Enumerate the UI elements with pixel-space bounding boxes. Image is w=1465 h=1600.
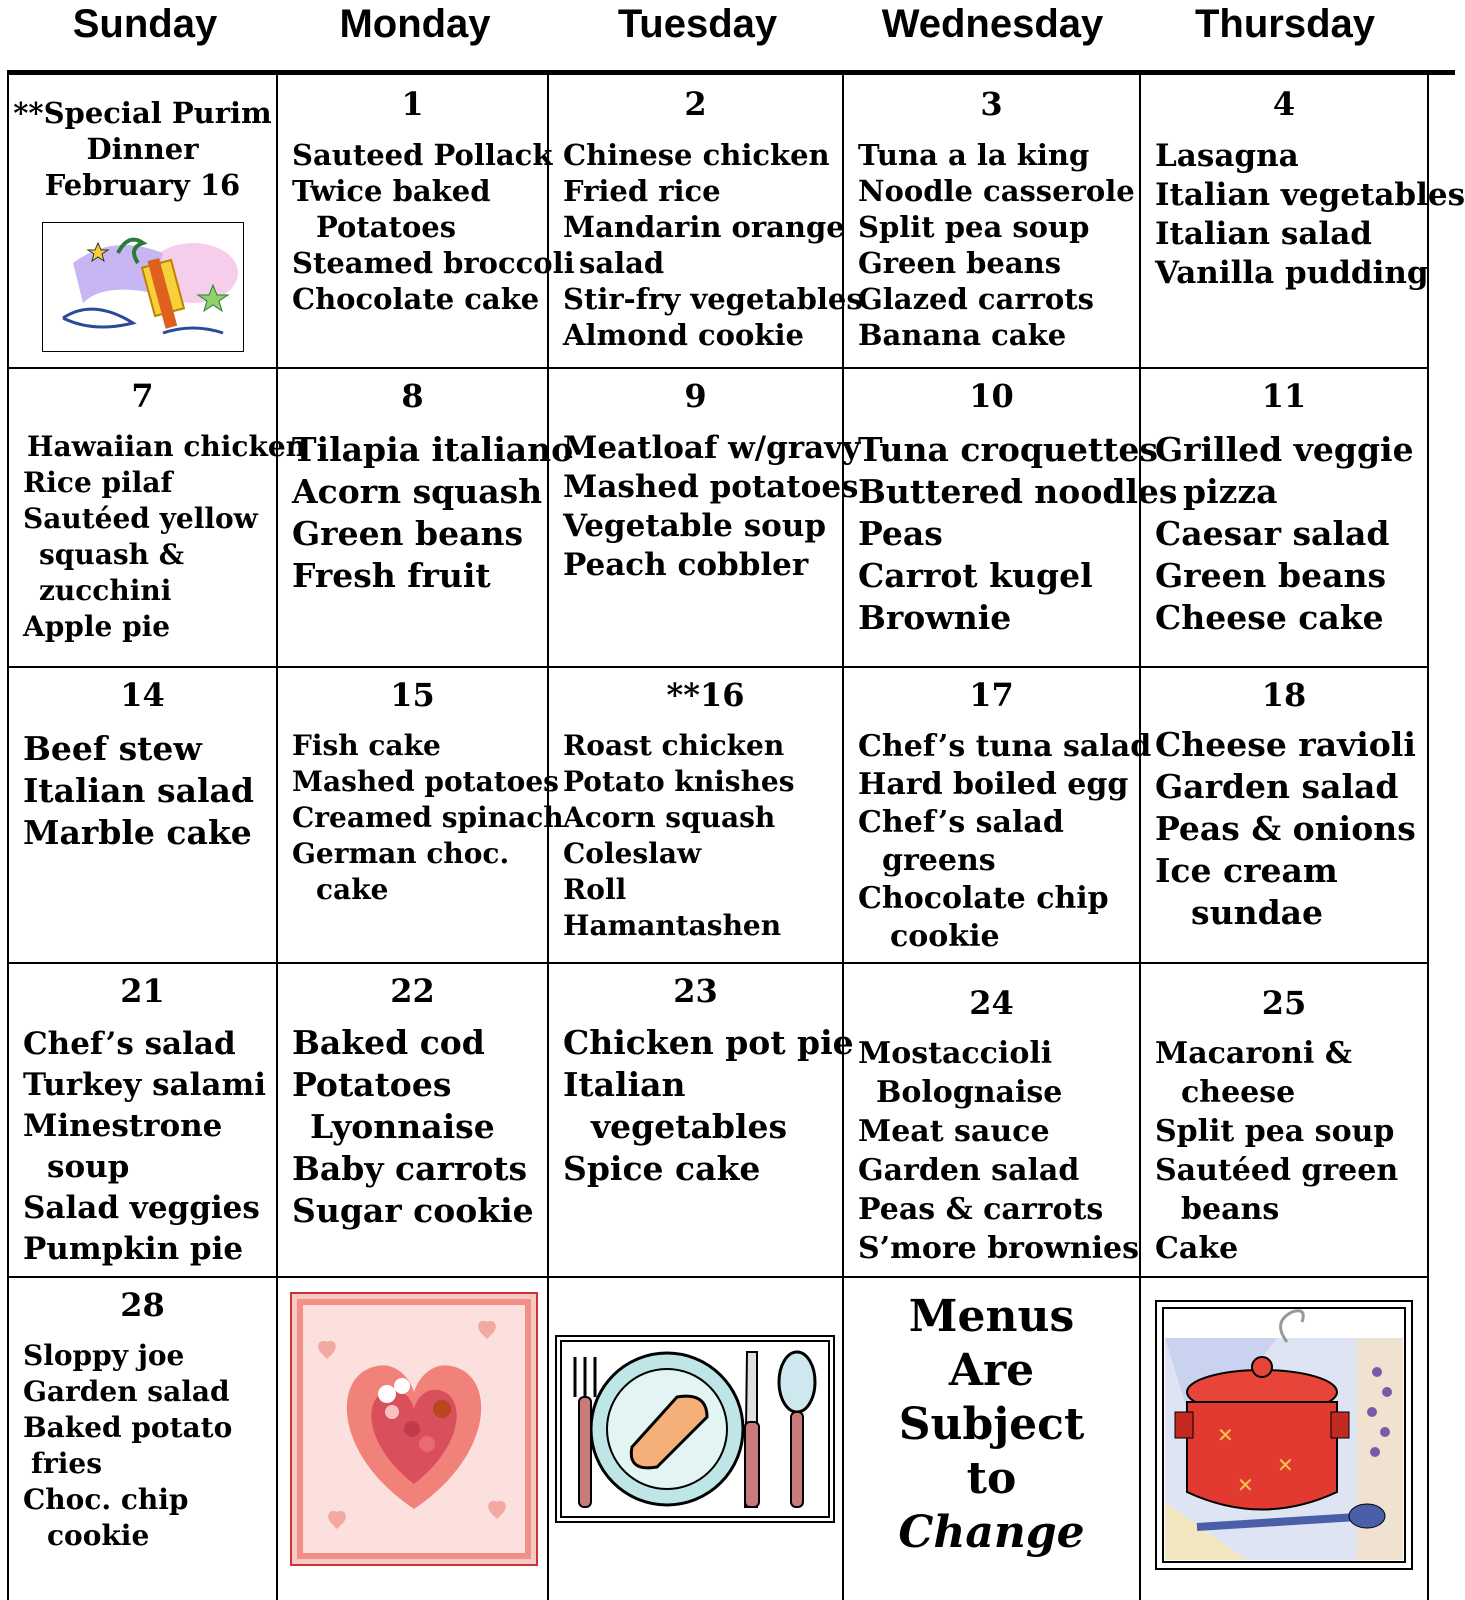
date-number: 8 — [401, 377, 424, 415]
menu-item: Tuna croquettes — [858, 430, 1158, 469]
date-number: 18 — [1261, 676, 1307, 714]
menu-list — [292, 1022, 534, 1232]
menu-list — [858, 137, 1135, 353]
menu-item: Chicken pot pie — [563, 1023, 854, 1062]
menu-item: Split pea soup — [1155, 1114, 1395, 1149]
menu-list — [1155, 1034, 1398, 1268]
menu-item: sundae — [1191, 893, 1324, 932]
menu-item: German choc. — [292, 837, 510, 870]
menu-item: S’more brownies — [858, 1231, 1140, 1266]
menu-item: Banana cake — [858, 318, 1067, 352]
menu-item: zucchini — [39, 574, 172, 607]
menu-item: Peas & onions — [1155, 809, 1416, 848]
day-cell — [844, 964, 1141, 1278]
calendar-grid — [7, 75, 1465, 1600]
menu-item: Italian salad — [1155, 216, 1372, 252]
purim-note — [9, 95, 276, 203]
day-cell — [1141, 964, 1429, 1278]
menu-item: Peach cobbler — [563, 547, 809, 583]
menu-item: Spice cake — [563, 1149, 761, 1188]
cell-place-setting-picture — [549, 1278, 844, 1600]
day-cell — [1141, 668, 1429, 964]
svg-text:✕: ✕ — [1277, 1453, 1294, 1477]
menu-item: Stir-fry vegetables — [563, 282, 863, 316]
menu-list — [1155, 429, 1414, 639]
date-number: 14 — [120, 676, 165, 714]
menu-item: Split pea soup — [858, 210, 1090, 244]
menu-item: Potatoes — [292, 1065, 452, 1104]
menu-item: Beef stew — [23, 729, 202, 768]
menu-item: pizza — [1183, 472, 1278, 511]
menu-item: soup — [47, 1149, 130, 1185]
menu-item: Cheese cake — [1155, 598, 1384, 637]
menu-item: Tuna a la king — [858, 138, 1090, 172]
day-cell — [549, 75, 863, 369]
menu-item: greens — [882, 843, 996, 878]
menu-item: Meatloaf w/gravy — [563, 430, 861, 466]
day-cell — [7, 668, 278, 964]
menu-item: Chef’s salad — [23, 1026, 236, 1062]
day-cell — [1141, 369, 1429, 668]
menu-item: squash & — [39, 538, 184, 571]
menu-item: Cheese ravioli — [1155, 725, 1416, 764]
menu-list — [23, 728, 254, 854]
date-number: 17 — [969, 676, 1014, 714]
menu-item: Green beans — [292, 514, 524, 553]
cell-cooking-pot-picture — [1141, 1278, 1429, 1600]
menu-item: Chocolate chip — [858, 881, 1109, 916]
menu-list — [1155, 724, 1416, 934]
cooking-pot-icon — [1155, 1300, 1413, 1570]
menu-item: Peas & carrots — [858, 1192, 1104, 1227]
menu-list — [563, 1022, 854, 1190]
day-cell — [7, 1278, 278, 1600]
day-name-wednesday: Wednesday — [881, 2, 1104, 46]
menu-list — [858, 1034, 1139, 1268]
menu-item: vegetables — [591, 1107, 788, 1146]
day-cell — [549, 964, 854, 1278]
menu-item: Minestrone — [23, 1108, 223, 1144]
day-cell — [549, 369, 861, 668]
menu-item: salad — [579, 246, 665, 280]
date-number: 1 — [401, 85, 424, 123]
menu-item: Roll — [563, 873, 627, 906]
menu-item: Sautéed green — [1155, 1153, 1399, 1188]
menu-item: Fish cake — [292, 729, 441, 762]
menu-item: Baked potato — [23, 1411, 233, 1444]
menu-list — [23, 1338, 232, 1554]
menu-item: Garden salad — [1155, 767, 1399, 806]
menu-list — [858, 429, 1178, 639]
day-name-sunday: Sunday — [72, 2, 218, 46]
menu-item: Vegetable soup — [563, 508, 827, 544]
menu-item: Rice pilaf — [23, 466, 173, 499]
menu-item: Bolognaise — [876, 1075, 1063, 1110]
menu-item: Potato knishes — [563, 765, 795, 798]
day-cell — [844, 75, 1141, 369]
menu-item: beans — [1181, 1192, 1280, 1227]
menu-list — [292, 137, 575, 317]
menu-item: Grilled veggie — [1155, 430, 1414, 469]
menu-item: Lasagna — [1155, 138, 1299, 174]
menu-item: Marble cake — [23, 813, 252, 852]
day-cell — [278, 75, 575, 369]
menu-list — [1155, 137, 1465, 293]
day-cell — [844, 668, 1152, 964]
date-number: 11 — [1261, 377, 1307, 415]
menu-item: Green beans — [1155, 556, 1387, 595]
date-number: 22 — [390, 972, 435, 1010]
date-number: 7 — [131, 377, 154, 415]
menu-item: Potatoes — [316, 210, 457, 244]
menu-list — [23, 429, 306, 645]
date-number: 3 — [980, 85, 1003, 123]
day-cell — [278, 369, 574, 668]
menu-item: Mashed potatoes — [563, 469, 859, 505]
day-name-monday: Monday — [339, 2, 491, 46]
menu-item: Mashed potatoes — [292, 765, 559, 798]
menu-item: fries — [31, 1447, 103, 1480]
date-number: 28 — [120, 1286, 165, 1324]
menu-item: Sautéed yellow — [23, 502, 258, 535]
date-number: 9 — [684, 377, 707, 415]
menu-item: Turkey salami — [23, 1067, 267, 1103]
menu-list — [563, 137, 863, 353]
menu-item: Brownie — [858, 598, 1012, 637]
menu-item: Glazed carrots — [858, 282, 1094, 316]
day-cell — [1141, 75, 1465, 369]
menu-item: Italian — [563, 1065, 686, 1104]
menu-item: Choc. chip — [23, 1483, 189, 1516]
cell-menus-notice — [844, 1278, 1141, 1600]
menu-list — [292, 429, 573, 597]
menu-item: Apple pie — [23, 610, 171, 643]
day-name-thursday: Thursday — [1194, 2, 1376, 46]
date-number: 2 — [684, 85, 707, 123]
menu-list — [292, 728, 564, 908]
day-cell — [278, 964, 549, 1278]
menu-item: Sugar cookie — [292, 1191, 534, 1230]
menu-item: Fried rice — [563, 174, 721, 208]
menu-item: Salad veggies — [23, 1190, 260, 1226]
menu-item: Macaroni & — [1155, 1036, 1352, 1071]
date-number: 15 — [390, 676, 435, 714]
day-cell — [549, 668, 844, 964]
menu-item: Noodle casserole — [858, 174, 1135, 208]
menu-item: Acorn squash — [292, 472, 543, 511]
menu-item: Hard boiled egg — [858, 767, 1129, 802]
cell-heart-picture — [278, 1278, 549, 1600]
menu-item: Garden salad — [858, 1153, 1080, 1188]
svg-text:✕: ✕ — [1217, 1423, 1234, 1447]
day-cell — [7, 964, 278, 1278]
menu-item: Chef’s tuna salad — [858, 729, 1152, 764]
menu-item: Carrot kugel — [858, 556, 1093, 595]
menu-item: Fresh fruit — [292, 556, 491, 595]
menu-item: Chocolate cake — [292, 282, 540, 316]
notice-line: Subject — [898, 1399, 1085, 1450]
menu-item: Acorn squash — [563, 801, 776, 834]
menu-item: Buttered noodles — [858, 472, 1178, 511]
day-cell — [7, 369, 307, 668]
menu-item: Lyonnaise — [310, 1107, 495, 1146]
menu-item: Ice cream — [1155, 851, 1338, 890]
menu-item: Twice baked — [292, 174, 491, 208]
date-number: 25 — [1261, 984, 1307, 1022]
menu-list — [858, 728, 1151, 956]
menu-item: Hawaiian chicken — [27, 430, 307, 463]
note-line: February 16 — [44, 168, 241, 202]
menu-item: Vanilla pudding — [1155, 255, 1429, 291]
note-line: Dinner — [86, 132, 199, 166]
menu-list — [23, 1024, 266, 1270]
note-line: **Special Purim — [13, 96, 272, 130]
menu-item: Roast chicken — [563, 729, 785, 762]
date-number: 23 — [673, 972, 718, 1010]
menu-item: Sauteed Pollack — [292, 138, 553, 172]
menu-item: cookie — [890, 919, 1000, 954]
notice-line: to — [966, 1453, 1017, 1504]
weekday-header — [0, 0, 1460, 72]
day-name-tuesday: Tuesday — [617, 2, 778, 46]
notice-line: Menus — [908, 1291, 1075, 1342]
date-number: 21 — [120, 972, 165, 1010]
day-cell — [278, 668, 564, 964]
menu-item: Italian salad — [23, 771, 254, 810]
menu-item: Tilapia italiano — [292, 430, 574, 469]
menu-item: Baby carrots — [292, 1149, 528, 1188]
date-number: **16 — [666, 676, 745, 714]
menu-item: cheese — [1181, 1075, 1296, 1110]
date-number: 10 — [969, 377, 1014, 415]
date-number: 24 — [969, 984, 1014, 1022]
menu-item: Pumpkin pie — [23, 1231, 244, 1267]
menu-item: Garden salad — [23, 1375, 230, 1408]
menu-item: Green beans — [858, 246, 1062, 280]
svg-text:✕: ✕ — [1237, 1473, 1254, 1497]
menu-item: Coleslaw — [563, 837, 702, 870]
purim-scroll-icon — [42, 222, 244, 352]
menu-item: Chef’s salad — [858, 805, 1064, 840]
notice-line: Are — [948, 1345, 1035, 1396]
menu-item: Creamed spinach — [292, 801, 564, 834]
menu-item: cookie — [47, 1519, 150, 1552]
menu-list — [563, 728, 795, 944]
menu-item: Mandarin orange — [563, 210, 845, 244]
notice-line-change: Change — [898, 1507, 1085, 1558]
menu-item: Sloppy joe — [23, 1339, 185, 1372]
cell-purim-note — [7, 75, 278, 369]
menu-list — [563, 429, 860, 585]
menu-item: Mostaccioli — [858, 1036, 1053, 1071]
date-number: 4 — [1272, 85, 1296, 123]
menu-item: Italian vegetables — [1155, 177, 1465, 213]
menu-item: Hamantashen — [563, 909, 782, 942]
place-setting-icon — [555, 1335, 835, 1523]
menu-item: Almond cookie — [563, 318, 804, 352]
heart-icon — [290, 1292, 538, 1566]
menu-item: Meat sauce — [858, 1114, 1050, 1149]
menu-item: Baked cod — [292, 1023, 485, 1062]
menu-item: cake — [316, 873, 389, 906]
day-cell — [844, 369, 1178, 668]
menus-subject-to-change-notice — [844, 1290, 1139, 1560]
menu-item: Chinese chicken — [563, 138, 830, 172]
menu-item: Peas — [858, 514, 943, 553]
menu-item: Cake — [1155, 1231, 1239, 1266]
menu-item: Steamed broccoli — [292, 246, 575, 280]
menu-item: Caesar salad — [1155, 514, 1390, 553]
